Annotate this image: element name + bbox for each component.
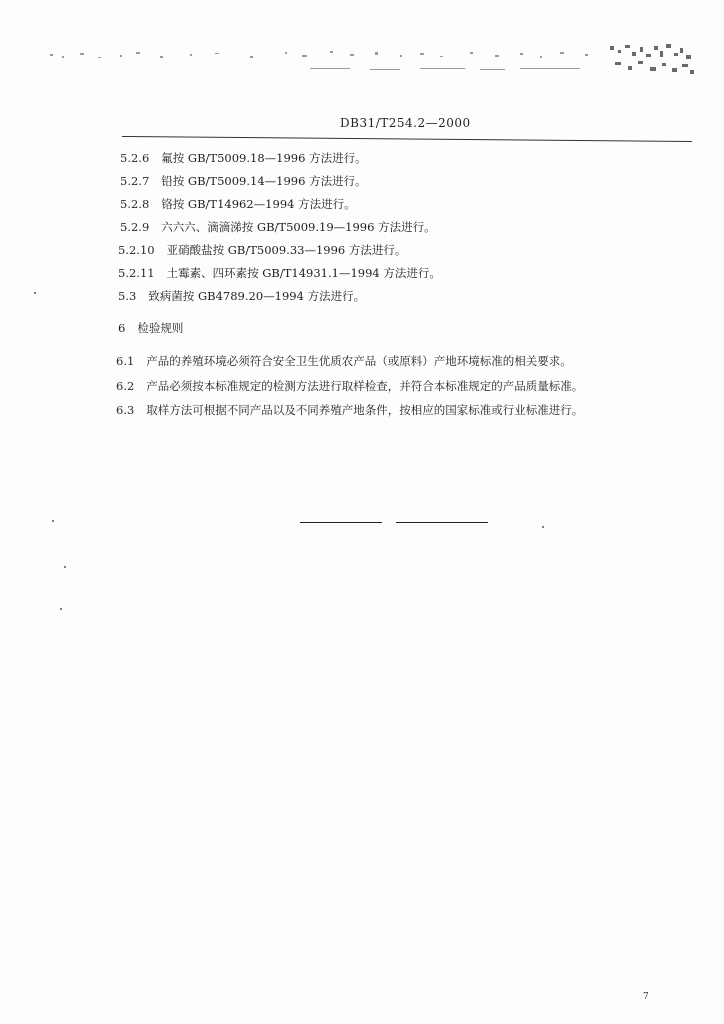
list-item — [120, 150, 367, 166]
rule-text: 取样方法可根据不同产品以及不同养殖产地条件，按相应的国家标准或行业标准进行。 — [146, 403, 584, 417]
rule-text: 产品的养殖环境必须符合安全卫生优质农产品（或原料）产地环境标准的相关要求。 — [146, 354, 572, 368]
document-code: DB31/T254.2—2000 — [340, 116, 471, 130]
item-text: 致病菌按 GB4789.20—1994 方法进行。 — [148, 289, 366, 303]
item-number: 5.3 — [118, 289, 137, 303]
item-text: 铬按 GB/T14962—1994 方法进行。 — [161, 197, 356, 211]
section-heading — [118, 320, 183, 336]
item-number: 5.2.7 — [120, 174, 150, 188]
scan-speck — [542, 526, 544, 528]
list-item — [120, 173, 367, 189]
scan-speck — [64, 566, 66, 568]
end-rule-left — [300, 522, 382, 523]
list-item — [120, 196, 356, 212]
item-text: 土霉素、四环素按 GB/T14931.1—1994 方法进行。 — [166, 266, 441, 280]
item-number: 5.2.6 — [120, 151, 150, 165]
section-number: 6 — [118, 321, 126, 335]
item-text: 六六六、滴滴涕按 GB/T5009.19—1996 方法进行。 — [161, 220, 436, 234]
section-title: 检验规则 — [137, 321, 184, 335]
rule-item — [116, 402, 583, 418]
rule-item — [116, 353, 572, 369]
rule-number: 6.1 — [116, 354, 135, 368]
rule-number: 6.2 — [116, 379, 135, 393]
item-number: 5.2.10 — [118, 243, 155, 257]
item-text: 亚硝酸盐按 GB/T5009.33—1996 方法进行。 — [166, 243, 407, 257]
rule-number: 6.3 — [116, 403, 135, 417]
list-item — [118, 288, 365, 304]
item-text: 氟按 GB/T5009.18—1996 方法进行。 — [161, 151, 367, 165]
rule-text: 产品必须按本标准规定的检测方法进行取样检查，并符合本标准规定的产品质量标准。 — [146, 379, 584, 393]
rule-item — [116, 378, 583, 394]
item-number: 5.2.8 — [120, 197, 150, 211]
item-text: 铅按 GB/T5009.14—1996 方法进行。 — [161, 174, 367, 188]
scan-speck — [52, 520, 54, 522]
list-item — [118, 242, 406, 258]
page-number: 7 — [643, 992, 649, 1002]
scan-speck — [34, 292, 36, 294]
item-number: 5.2.11 — [118, 266, 155, 280]
item-number: 5.2.9 — [120, 220, 150, 234]
scan-noise-decoration — [40, 40, 700, 82]
scan-speck — [60, 608, 62, 610]
end-rule-right — [396, 522, 488, 523]
list-item — [118, 265, 441, 281]
header-rule — [122, 136, 692, 142]
list-item — [120, 219, 436, 235]
